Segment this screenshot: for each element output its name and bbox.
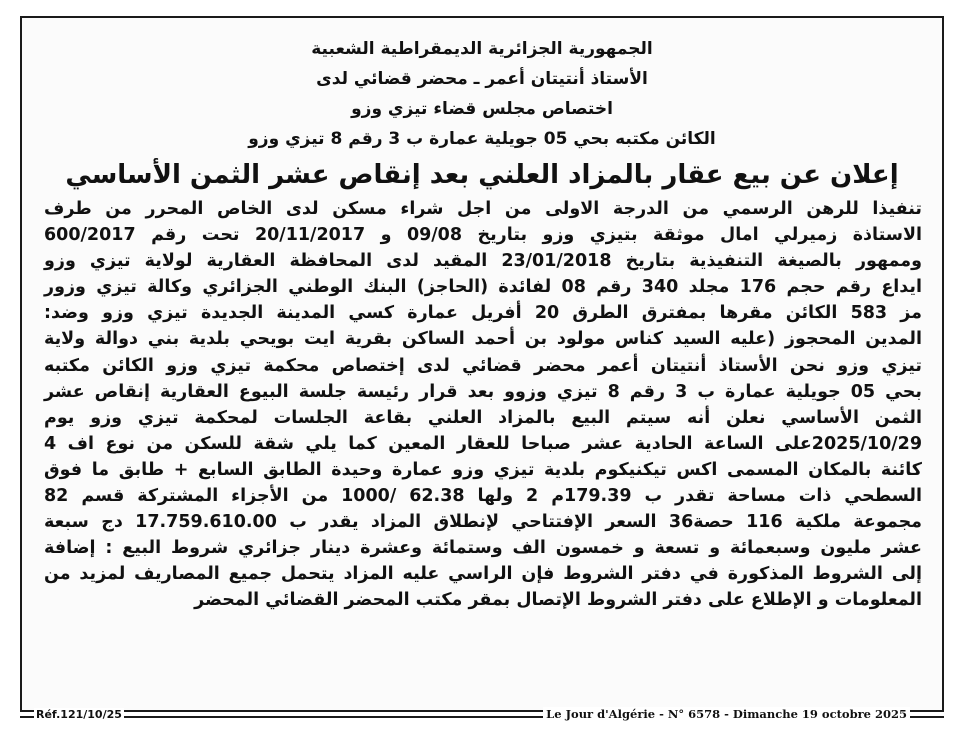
republic-heading: الجمهورية الجزائرية الديمقراطية الشعبية [311, 39, 653, 59]
reference-number: Réf.121/10/25 [36, 708, 122, 721]
body-line: الثمن الأساسي نعلن أنه سيتم البيع بالمزاد العلني بقاعة الجلسات لمحكمة تيزي وزو يوم [44, 407, 922, 428]
body-line: مجموعة ملكية 116 حصة36 السعر الإفتتاحي لإنطلاق المزاد يقدر ب 17.759.610.00 دج سبعة [44, 512, 923, 533]
announcement-frame [20, 16, 944, 712]
announcement-title: إعلان عن بيع عقار بالمزاد العلني بعد إنقاص عشر الثمن الأساسي [65, 160, 899, 190]
body-line: إلى الشروط المذكورة في دفتر الشروط فإن الراسي عليه المزاد يتحمل جميع المصاريف لمزيد من [44, 564, 922, 585]
body-line: المعلومات و الإطلاع على دفتر الشروط الإتصال بمقر مكتب المحضر القضائي المحضر [194, 590, 922, 611]
body-line: ايداع رقم حجم 176 مجلد 340 رقم 08 لفائدة (الحاجز) البنك الوطني الجزائري وكالة تيزي وزور [44, 277, 922, 298]
body-line: وممهور بالصيغة التنفيذية بتاريخ 23/01/2018 المقيد لدى المحافظة العقارية لولاية تيزي وزو [44, 251, 923, 272]
footer-bar [20, 704, 944, 728]
body-line: تنفيذا للرهن الرسمي من الدرجة الاولى من اجل شراء مسكن لدى الخاص المحرر من طرف [44, 199, 922, 219]
body-line: المدين المحجوز (عليه السيد كناس مولود بن أحمد الساكن بقرية ايت بويحي بلدية بني دوالة ولاية [44, 329, 922, 350]
announcement-body [44, 196, 922, 614]
jurisdiction-line: اختصاص مجلس قضاء تيزي وزو [351, 99, 613, 119]
body-line: الاستاذة زميرلي امال موثقة بتيزي وزو بتاريخ 09/08 و 20/11/2017 تحت رقم 600/2017 [44, 225, 922, 246]
body-line: 2025/10/29على الساعة الحادية عشر صباحا للعقار المعين كما يلي شقة للسكن من نوع اف 4 [44, 433, 922, 454]
body-line: مز 583 الكائن مقرها بمفترق الطرق 20 أفريل عمارة كسي المدينة الجديدة تيزي وزو وضد: [44, 303, 923, 324]
publication-credit: Le Jour d'Algérie - N° 6578 - Dimanche 19 octobre 2025 [543, 707, 910, 721]
body-line: كائنة بالمكان المسمى اكس تيكنيكوم بلدية تيزي وزو عمارة وحيدة الطابق السابع + طابق ما فوق [44, 459, 922, 480]
body-line: عشر مليون وسبعمائة و تسعة و خمسون الف وستمائة وعشرة دينار جزائري شروط البيع : إضافة [44, 538, 922, 559]
body-line: السطحي ذات مساحة تقدر ب 179.39م 2 ولها 62.38 /1000 من الأجزاء المشتركة قسم 82 [44, 486, 923, 507]
bailiff-name: الأستاذ أنتيتان أعمر ـ محضر قضائي لدى [316, 69, 648, 89]
body-line: بحي 05 جويلية عمارة ب 3 رقم 8 تيزي وزوو بعد قرار رئيسة جلسة البيوع العقارية إنقاص عشر [44, 381, 922, 402]
header-block [22, 34, 942, 154]
body-line: تيزي وزو نحن الأستاذ أنتيتان أعمر محضر قضائي لدى إختصاص محكمة تيزي وزو الكائن مكتبه [44, 355, 922, 376]
office-address: الكائن مكتبه بحي 05 جويلية عمارة ب 3 رقم 8 تيزي وزو [248, 129, 716, 149]
